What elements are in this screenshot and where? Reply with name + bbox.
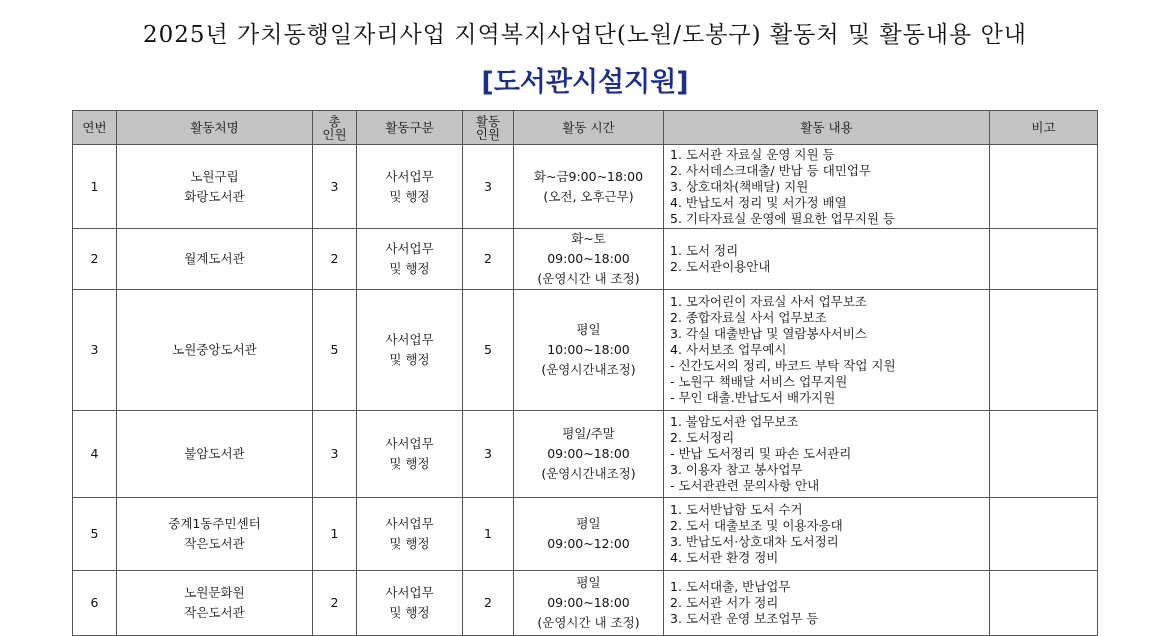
time-line: 09:00~18:00 — [547, 251, 630, 266]
cell-place — [117, 229, 313, 290]
cell-content — [664, 229, 990, 290]
content-line: 3. 도서관 운영 보조업무 등 — [670, 611, 819, 626]
time-line: (운영시간내조정) — [541, 466, 636, 481]
header-content: 활동 내용 — [664, 111, 990, 145]
content-line: 3. 각실 대출반납 및 열람봉사서비스 — [670, 326, 867, 341]
content-line: 3. 이용자 참고 봉사업무 — [670, 462, 803, 477]
cell-content — [664, 290, 990, 411]
cell-no: 4 — [73, 411, 117, 498]
time-line: (운영시간 내 조정) — [537, 271, 640, 286]
cell-content — [664, 411, 990, 498]
category-line: 사서업무 — [385, 516, 434, 531]
place-line: 중계1동주민센터 — [168, 516, 261, 531]
table-row — [73, 145, 1098, 229]
place-line: 작은도서관 — [184, 605, 245, 620]
table-row — [73, 229, 1098, 290]
time-line: 화~금9:00~18:00 — [533, 168, 644, 184]
category-line: 및 행정 — [389, 261, 430, 276]
cell-category — [357, 571, 463, 636]
time-line: 10:00~18:00 — [547, 342, 630, 357]
content-line: 2. 도서 대출보조 및 이용자응대 — [670, 518, 843, 533]
cell-place — [117, 571, 313, 636]
cell-place — [117, 290, 313, 411]
place-line: 노원구립 — [190, 168, 239, 184]
cell-total-members: 5 — [313, 290, 357, 411]
place-line: 노원중앙도서관 — [172, 342, 257, 357]
cell-active-members: 3 — [463, 145, 514, 229]
category-line: 및 행정 — [389, 536, 430, 551]
content-line: 1. 불암도서관 업무보조 — [670, 414, 799, 429]
content-line: 4. 사서보조 업무예시 — [670, 342, 787, 357]
header-category: 활동구분 — [357, 111, 463, 145]
category-line: 사서업무 — [385, 168, 434, 184]
cell-note — [990, 498, 1098, 571]
content-line: 2. 종합자료실 사서 업무보조 — [670, 310, 827, 325]
content-line: 5. 기타자료실 운영에 필요한 업무지원 등 — [670, 210, 895, 226]
cell-place — [117, 411, 313, 498]
content-line: 2. 사서데스크대출/ 반납 등 대민업무 — [670, 162, 872, 178]
header-active-members: 활동 인원 — [463, 111, 514, 145]
cell-total-members: 1 — [313, 498, 357, 571]
content-line: 1. 도서관 자료실 운영 지원 등 — [670, 146, 835, 162]
content-line: 3. 상호대차(책배달) 지원 — [670, 178, 809, 194]
header-place: 활동처명 — [117, 111, 313, 145]
cell-time — [514, 229, 664, 290]
place-line: 월계도서관 — [184, 251, 245, 266]
content-line: - 신간도서의 정리, 바코드 부탁 작업 지원 — [670, 358, 896, 373]
cell-note — [990, 411, 1098, 498]
time-line: 화~토 — [571, 231, 606, 246]
place-line: 노원문화원 — [184, 585, 245, 600]
place-line: 작은도서관 — [184, 536, 245, 551]
cell-total-members: 2 — [313, 229, 357, 290]
cell-content — [664, 498, 990, 571]
content-line: - 노원구 책배달 서비스 업무지원 — [670, 374, 848, 389]
section-subtitle: [도서관시설지원] — [481, 67, 689, 98]
category-line: 및 행정 — [389, 605, 430, 620]
cell-category — [357, 145, 463, 229]
cell-time — [514, 498, 664, 571]
place-line: 불암도서관 — [184, 446, 245, 461]
cell-no: 2 — [73, 229, 117, 290]
time-line: 09:00~18:00 — [547, 595, 630, 610]
activity-table — [72, 110, 1098, 636]
time-line: (운영시간내조정) — [541, 362, 636, 377]
category-line: 사서업무 — [385, 436, 434, 451]
category-line: 사서업무 — [385, 585, 434, 600]
cell-time — [514, 145, 664, 229]
category-line: 사서업무 — [385, 332, 434, 347]
header-note: 비고 — [990, 111, 1098, 145]
cell-total-members: 3 — [313, 411, 357, 498]
category-line: 사서업무 — [385, 241, 434, 256]
time-line: (운영시간 내 조정) — [537, 615, 640, 630]
cell-active-members: 1 — [463, 498, 514, 571]
cell-active-members: 2 — [463, 229, 514, 290]
category-line: 및 행정 — [389, 188, 430, 204]
content-line: 1. 도서대출, 반납업무 — [670, 579, 791, 594]
cell-total-members: 2 — [313, 571, 357, 636]
time-line: 09:00~18:00 — [547, 446, 630, 461]
cell-no: 6 — [73, 571, 117, 636]
cell-time — [514, 571, 664, 636]
cell-time — [514, 411, 664, 498]
table-row — [73, 290, 1098, 411]
content-line: 2. 도서정리 — [670, 430, 735, 445]
cell-content — [664, 145, 990, 229]
time-line: 평일 — [576, 516, 601, 531]
content-line: - 반납 도서정리 및 파손 도서관리 — [670, 446, 852, 461]
cell-time — [514, 290, 664, 411]
content-line: - 무인 대출.반납도서 배가지원 — [670, 390, 836, 405]
cell-category — [357, 229, 463, 290]
time-line: 평일/주말 — [562, 426, 615, 441]
content-line: - 도서관관련 문의사항 안내 — [670, 478, 820, 493]
cell-note — [990, 229, 1098, 290]
category-line: 및 행정 — [389, 456, 430, 471]
content-line: 2. 도서관이용안내 — [670, 259, 771, 274]
place-line: 화랑도서관 — [184, 188, 245, 204]
time-line: 09:00~12:00 — [547, 536, 630, 551]
content-line: 4. 도서관 환경 정비 — [670, 550, 779, 565]
cell-note — [990, 571, 1098, 636]
cell-category — [357, 498, 463, 571]
cell-no: 5 — [73, 498, 117, 571]
content-line: 2. 도서관 서가 정리 — [670, 595, 779, 610]
cell-no: 3 — [73, 290, 117, 411]
cell-no: 1 — [73, 145, 117, 229]
cell-place — [117, 145, 313, 229]
header-no: 연번 — [73, 111, 117, 145]
content-line: 1. 도서반납함 도서 수거 — [670, 502, 803, 517]
cell-active-members: 5 — [463, 290, 514, 411]
table-row — [73, 498, 1098, 571]
time-line: 평일 — [576, 575, 601, 590]
table-header-row — [73, 111, 1098, 145]
cell-place — [117, 498, 313, 571]
content-line: 1. 도서 정리 — [670, 243, 739, 258]
table-row — [73, 411, 1098, 498]
cell-category — [357, 290, 463, 411]
header-total-members: 총 인원 — [313, 111, 357, 145]
category-line: 및 행정 — [389, 352, 430, 367]
document-title: 2025년 가치동행일자리사업 지역복지사업단(노원/도봉구) 활동처 및 활동내용 안내 — [142, 22, 1028, 48]
time-line: (오전, 오후근무) — [543, 188, 634, 204]
content-line: 1. 모자어린이 자료실 사서 업무보조 — [670, 294, 867, 309]
header-time: 활동 시간 — [514, 111, 664, 145]
cell-note — [990, 290, 1098, 411]
cell-content — [664, 571, 990, 636]
cell-category — [357, 411, 463, 498]
cell-note — [990, 145, 1098, 229]
content-line: 3. 반납도서·상호대차 도서정리 — [670, 534, 839, 549]
content-line: 4. 반납도서 정리 및 서가정 배열 — [670, 194, 847, 210]
cell-active-members: 3 — [463, 411, 514, 498]
cell-total-members: 3 — [313, 145, 357, 229]
time-line: 평일 — [576, 322, 601, 337]
cell-active-members: 2 — [463, 571, 514, 636]
table-row — [73, 571, 1098, 636]
